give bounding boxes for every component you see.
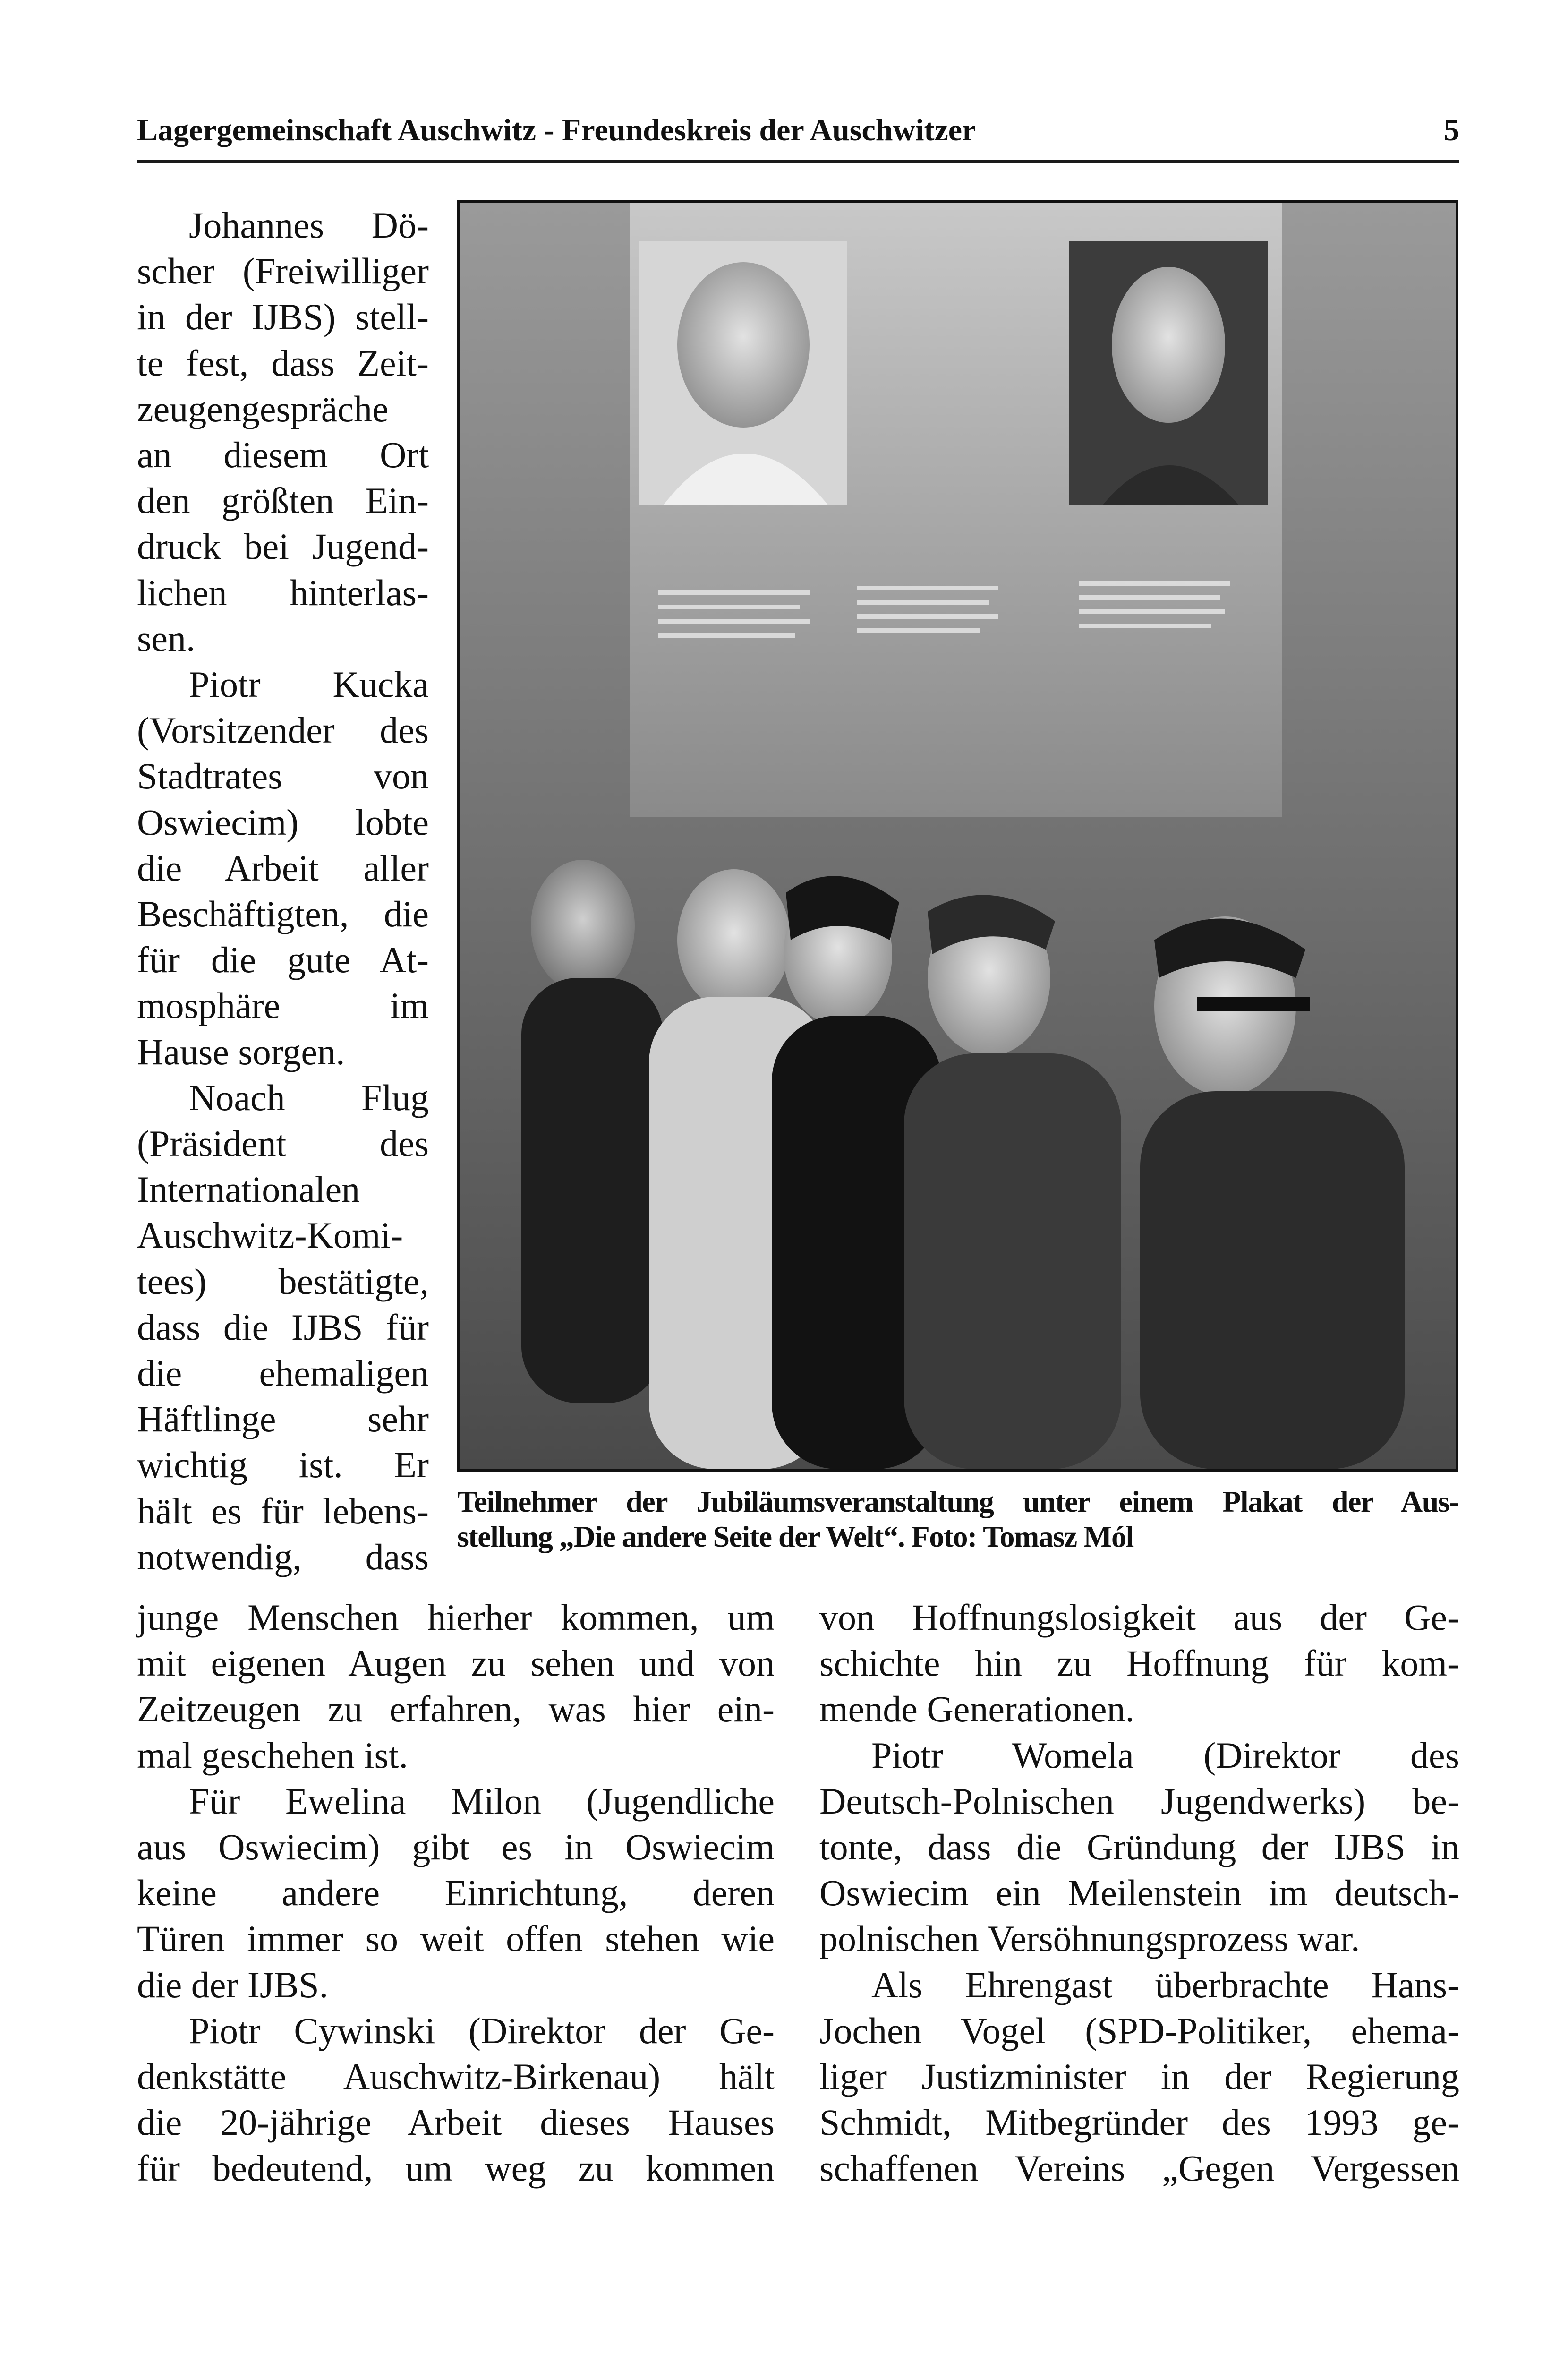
text-line: Türen immer so weit offen stehen wie	[137, 1918, 775, 1960]
caption-line: stellung „Die andere Seite der Welt“. Foto: Tomasz Mól	[457, 1520, 1133, 1553]
text-line: die Arbeit aller	[137, 847, 429, 889]
text-line: Auschwitz-Komi-	[137, 1215, 403, 1256]
text-line: dass die IJBS für	[137, 1306, 429, 1348]
text-line: aus Oswiecim) gibt es in Oswiecim	[137, 1826, 775, 1868]
text-line: Beschäftigten, die	[137, 893, 429, 935]
text-line: mal geschehen ist.	[137, 1734, 408, 1776]
text-line: keine andere Einrichtung, deren	[137, 1872, 775, 1914]
text-line: die 20-jährige Arbeit dieses Hauses	[137, 2102, 775, 2143]
text-line: notwendig, dass	[137, 1536, 429, 1577]
text-line: Als Ehrengast überbrachte Hans-	[871, 1964, 1459, 2005]
text-line: tonte, dass die Gründung der IJBS in	[819, 1826, 1459, 1868]
text-line: denkstätte Auschwitz-Birkenau) hält	[137, 2056, 775, 2097]
text-line: tees) bestätigte,	[137, 1260, 429, 1302]
text-line: sen.	[137, 617, 196, 659]
photo-caption	[457, 1484, 1458, 1554]
left-wide-column	[137, 1594, 775, 2191]
text-line: Piotr Cywinski (Direktor der Ge-	[189, 2010, 775, 2051]
text-line: polnischen Versöhnungsprozess war.	[819, 1918, 1360, 1960]
text-line: Hause sorgen.	[137, 1031, 345, 1072]
text-line: für die gute At-	[137, 939, 429, 981]
text-line: Noach Flug	[189, 1077, 429, 1118]
text-line: mende Generationen.	[819, 1688, 1135, 1730]
text-line: an diesem Ort	[137, 434, 429, 476]
page-header	[137, 108, 1459, 163]
text-line: die der IJBS.	[137, 1964, 329, 2005]
text-line: Zeitzeugen zu erfahren, was hier ein-	[137, 1688, 775, 1730]
event-photo	[457, 200, 1458, 1472]
text-line: Deutsch-Polnischen Jugendwerks) be-	[819, 1780, 1459, 1822]
text-line: Für Ewelina Milon (Jugendliche	[189, 1780, 775, 1822]
text-line: von Hoffnungslosigkeit aus der Ge-	[819, 1597, 1459, 1638]
text-line: (Vorsitzender des	[137, 710, 429, 751]
text-line: Oswiecim ein Meilenstein im deutsch-	[819, 1872, 1459, 1914]
text-line: die ehemaligen	[137, 1352, 429, 1394]
text-line: liger Justizminister in der Regierung	[819, 2056, 1459, 2097]
text-line: Oswiecim) lobte	[137, 801, 429, 843]
photo-audience-icon	[460, 203, 1456, 1469]
text-line: (Präsident des	[137, 1123, 429, 1164]
text-line: Jochen Vogel (SPD-Politiker, ehema-	[819, 2010, 1459, 2051]
text-line: zeugengespräche	[137, 388, 389, 429]
text-line: hält es für lebens-	[137, 1490, 429, 1532]
text-line: Piotr Womela (Direktor des	[871, 1734, 1459, 1776]
text-line: Stadtrates von	[137, 755, 429, 797]
text-line: scher (Freiwilliger	[137, 250, 429, 292]
text-line: mit eigenen Augen zu sehen und von	[137, 1643, 775, 1684]
text-line: mosphäre im	[137, 985, 429, 1027]
text-line: Piotr Kucka	[189, 664, 429, 705]
text-line: Schmidt, Mitbegründer des 1993 ge-	[819, 2102, 1459, 2143]
text-line: te fest, dass Zeit-	[137, 342, 429, 384]
text-line: in der IJBS) stell-	[137, 296, 429, 338]
running-title: Lagergemeinschaft Auschwitz - Freundeskreis der Auschwitzer	[137, 113, 976, 147]
text-line: für bedeutend, um weg zu kommen	[137, 2148, 775, 2189]
text-line: lichen hinterlas-	[137, 572, 429, 613]
text-line: Internationalen	[137, 1169, 360, 1210]
text-line: druck bei Jugend-	[137, 526, 429, 567]
caption-line: Teilnehmer der Jubiläumsveranstaltung unter einem Plakat der Aus-	[457, 1485, 1458, 1518]
text-line: schichte hin zu Hoffnung für kom-	[819, 1643, 1459, 1684]
right-column	[819, 1594, 1459, 2191]
left-narrow-column	[137, 202, 429, 1580]
text-line: wichtig ist. Er	[137, 1444, 429, 1486]
text-line: Johannes Dö-	[189, 205, 429, 246]
text-line: den größten Ein-	[137, 480, 429, 522]
text-line: Häftlinge sehr	[137, 1398, 429, 1440]
page-number: 5	[1444, 113, 1459, 147]
text-line: junge Menschen hierher kommen, um	[137, 1597, 775, 1638]
text-line: schaffenen Vereins „Gegen Vergessen	[819, 2148, 1459, 2189]
